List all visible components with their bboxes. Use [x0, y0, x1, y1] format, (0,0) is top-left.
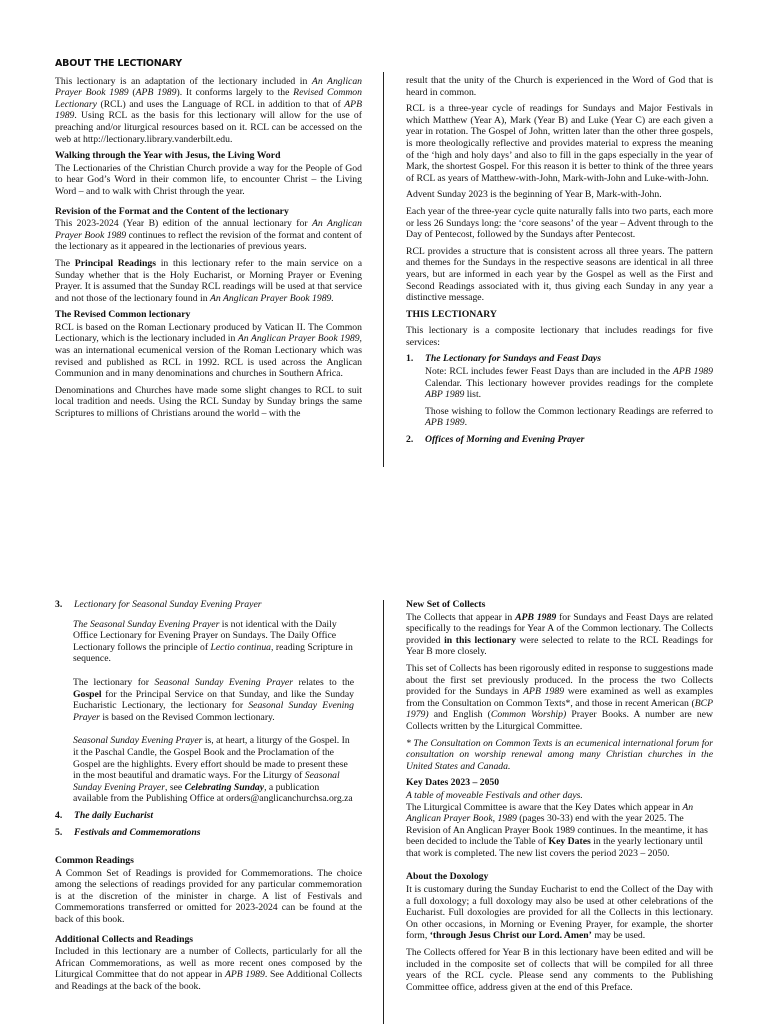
top-left-column	[55, 58, 362, 425]
bottom-right-column	[406, 599, 713, 998]
principal-readings-paragraph: The Principal Readings in this lectionary refer to the main service on a Sunday whether that is the Holy Eucharist, or Morning Prayer or Evening Prayer. It is assumed that the Sunday RCL readings will be used at that service and not those of the lectionary found in An Anglican Prayer Book 1989.	[55, 257, 362, 304]
key-dates-paragraph: The Liturgical Committee is aware that the Key Dates which appear in An Anglican Prayer Book, 1989 (pages 30-33) end with the year 2025. The Revision of An Anglican Prayer Book 1989 continues. In the meantime, it has been decided to include the Table of Key Dates in the yearly lectionary until that work is completed. The new list covers the period 2023 – 2050.	[406, 801, 708, 859]
bottom-left-column	[55, 599, 362, 998]
core-seasons-paragraph: Each year of the three-year cycle quite naturally falls into two parts, each more or less 26 Sundays long: the ‘core seasons’ of the year – Advent through to the Day of Pentecost, followed by the Sundays after Pentecost.	[406, 205, 713, 241]
list-item-morning-evening-prayer: 2. Offices of Morning and Evening Prayer	[406, 434, 585, 446]
ssep-paragraph-1: The Seasonal Sunday Evening Prayer is not identical with the Daily Office Lectionary for Evening Prayer on Sundays. The Daily Office Lectionary follows the principle of Lectio continua, reading Scripture in sequence.	[73, 618, 353, 665]
feast-days-note: Note: RCL includes fewer Feast Days than are included in the APB 1989 Calendar. This lectionary however provides readings for the complete ABP 1989 list.	[425, 366, 713, 401]
about-lectionary-paragraph: This lectionary is an adaptation of the lectionary included in An Anglican Prayer Book 1989 (APB 1989). It conforms largely to the Revised Common Lectionary (RCL) and uses the Language of RCL in addition to that of APB 1989. Using RCL as the basis for this lectionary will allow for the use of preaching and/or liturgical resources based on it. RCL can be accessed on the web at http://lectionary.library.vanderbilt.edu.	[55, 75, 363, 145]
doxology-heading: About the Doxology	[406, 871, 489, 883]
walking-heading: Walking through the Year with Jesus, the Living Word	[55, 150, 281, 162]
new-collects-heading: New Set of Collects	[406, 599, 486, 610]
composite-paragraph: This lectionary is a composite lectionary that includes readings for five services:	[406, 325, 713, 348]
three-year-cycle-paragraph: RCL is a three-year cycle of readings for Sundays and Major Festivals in which Matthew (Year A), Mark (Year B) and Luke (Year C) are each given a year in rotation. The Gospel of John, written later than the other three gospels, is more theologically reflective and provides material to express the meaning of the ‘high and holy days’ and also to fill in the gaps especially in the year of Mark, the shortest Gospel. For this reason it is better to think of the three years of RCL as years of Matthew-with-John, Mark-with-John and Luke-with-John.	[406, 103, 713, 184]
unity-paragraph: result that the unity of the Church is experienced in the Word of God that is heard in common.	[406, 75, 713, 98]
ssep-paragraph-3: Seasonal Sunday Evening Prayer is, at heart, a liturgy of the Gospel. In it the Paschal Candle, the Gospel Book and the Proclamation of the Gospel are the highlights. Every effort should be made to present these in the most beautiful and dramatic ways. For the Liturgy of Seasonal Sunday Evening Prayer, see Celebrating Sunday, a publication available from the Publishing Office at orders@anglicanchurchsa.org.za	[73, 735, 353, 805]
edited-collects-paragraph: This set of Collects has been rigorously edited in response to suggestions made about the first set previously produced. In the process the two Collects provided for the Sundays in APB 1989 were examined as well as examples from the Consultation on Common Texts*, and those in recent American (BCP 1979) and English (Common Worship) Prayer Books. A number are new Collects written by the Liturgical Committee.	[406, 662, 714, 732]
common-readings-heading: Common Readings	[55, 855, 134, 867]
footnote-paragraph: * The Consultation on Common Texts is an ecumenical international forum for consultation on worship renewal among many Christian churches in the United States and Canada.	[406, 737, 713, 772]
common-lectionary-reference: Those wishing to follow the Common lectionary Readings are referred to APB 1989.	[425, 405, 713, 429]
denominations-paragraph: Denominations and Churches have made some slight changes to RCL to suit local tradition and needs. Using the RCL Sunday by Sunday brings the same Scriptures to millions of Christians around the world – with the	[55, 384, 362, 420]
advent-paragraph: Advent Sunday 2023 is the beginning of Year B, Mark-with-John.	[406, 189, 662, 201]
structure-paragraph: RCL provides a structure that is consistent across all three years. The pattern and themes for the Sundays in the respective seasons are identical in all three years, but are informed in each year by the Gospel as well as the First and Second Readings associated with it, thus giving each Sunday in any year a distinctive message.	[406, 245, 713, 304]
additional-collects-heading: Additional Collects and Readings	[55, 933, 194, 945]
rcl-heading: The Revised Common lectionary	[55, 309, 191, 321]
key-dates-subtitle: A table of moveable Festivals and other days.	[406, 789, 583, 801]
rcl-paragraph: RCL is based on the Roman Lectionary produced by Vatican II. The Common Lectionary, which is the lectionary included in An Anglican Prayer Book 1989, was an international ecumenical version of the Roman Lectionary which was revised and published as RCL in 1992. RCL is used across the Anglican Communion and in many denominations and churches in Southern Africa.	[55, 321, 362, 380]
column-divider-top	[383, 72, 384, 467]
list-item-festivals-commemorations: 5. Festivals and Commemorations	[55, 826, 201, 838]
key-dates-heading: Key Dates 2023 – 2050	[406, 777, 500, 789]
list-item-sundays-feast-days: 1. The Lectionary for Sundays and Feast Days	[406, 353, 601, 365]
year-b-collects-paragraph: The Collects offered for Year B in this lectionary have been edited and will be included in the composite set of collects that will be compiled for all three years of the RCL cycle. Please send any comments to the Publishing Committee office, address given at the end of this Preface.	[406, 947, 713, 993]
walking-paragraph: The Lectionaries of the Christian Church provide a way for the People of God to hear God’s Word in their common life, to encounter Christ – the Living Word – and to walk with Christ through the year.	[55, 162, 362, 197]
list-item-seasonal-evening-prayer: 3. Lectionary for Seasonal Sunday Evening Prayer	[55, 599, 262, 610]
list-item-daily-eucharist: 4. The daily Eucharist	[55, 809, 154, 821]
revision-paragraph: This 2023-2024 (Year B) edition of the annual lectionary for An Anglican Prayer Book 1989 continues to reflect the revision of the format and content of the lectionary as it appeared in the lectionaries of previous years.	[55, 218, 362, 253]
revision-heading: Revision of the Format and the Content of the lectionary	[55, 205, 289, 217]
ssep-paragraph-2: The lectionary for Seasonal Sunday Evening Prayer relates to the Gospel for the Principal Service on that Sunday, and like the Sunday Eucharistic Lectionary, the lectionary for Seasonal Sunday Evening Prayer is based on the Revised Common lectionary.	[73, 676, 355, 723]
new-collects-paragraph: The Collects that appear in APB 1989 for Sundays and Feast Days are related specifically to the readings for Year A of the Common lectionary. The Collects provided in this lectionary were selected to relate to the RCL Readings for Year B more closely.	[406, 611, 714, 658]
common-readings-paragraph: A Common Set of Readings is provided for Commemorations. The choice among the selections of readings provided for any particular commemoration is at the discretion of the minister in charge. A list of Festivals and Commemorations transferred or omitted for 2023-2024 can be found at the back of this book.	[55, 867, 362, 926]
this-lectionary-heading: THIS LECTIONARY	[406, 308, 497, 320]
column-divider-bottom	[383, 600, 384, 1024]
about-lectionary-heading: ABOUT THE LECTIONARY	[55, 58, 182, 69]
top-right-column	[406, 75, 713, 447]
doxology-paragraph: It is customary during the Sunday Eucharist to end the Collect of the Day with a full doxology; a full doxology may also be used at other celebrations of the Eucharist. Full doxologies are provided for all the Collects in this lectionary. On other occasions, in Morning or Evening Prayer, for example, the shorter form, ‘through Jesus Christ our Lord. Amen’ may be used.	[406, 884, 713, 942]
additional-collects-paragraph: Included in this lectionary are a number of Collects, particularly for all the African Commemorations, as well as more recent ones composed by the Liturgical Committee that do not appear in APB 1989. See Additional Collects and Readings at the back of the book.	[55, 946, 362, 993]
